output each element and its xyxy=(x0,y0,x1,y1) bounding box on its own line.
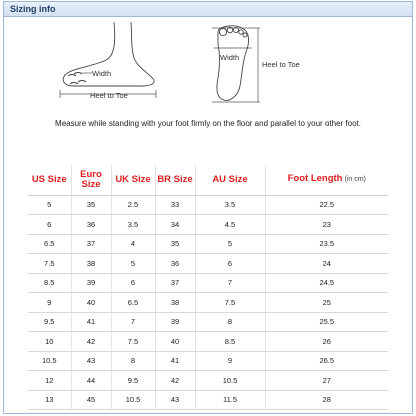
cell-euro-size: 38 xyxy=(71,254,111,274)
cell-us-size: 7.5 xyxy=(28,254,71,274)
cell-br-size: 33 xyxy=(155,195,195,215)
cell-foot-length: 26 xyxy=(265,332,388,352)
cell-euro-size: 39 xyxy=(71,273,111,293)
table-row xyxy=(28,195,388,215)
cell-euro-size: 42 xyxy=(71,332,111,352)
cell-foot-length: 24 xyxy=(265,254,388,274)
table-row xyxy=(28,254,388,274)
cell-br-size: 38 xyxy=(155,293,195,313)
cell-au-size: 7.5 xyxy=(195,293,265,313)
header-uk-size: UK Size xyxy=(111,165,155,195)
cell-uk-size: 6.5 xyxy=(111,293,155,313)
cell-us-size: 6 xyxy=(28,215,71,235)
foot-illustration xyxy=(4,18,412,118)
cell-uk-size: 7 xyxy=(111,312,155,332)
cell-uk-size: 10.5 xyxy=(111,390,155,410)
cell-euro-size: 41 xyxy=(71,312,111,332)
cell-uk-size: 4 xyxy=(111,234,155,254)
cell-br-size: 39 xyxy=(155,312,195,332)
table-body xyxy=(28,195,388,410)
cell-foot-length: 22.5 xyxy=(265,195,388,215)
cell-foot-length: 23 xyxy=(265,215,388,235)
cell-foot-length: 24.5 xyxy=(265,273,388,293)
cell-uk-size: 3.5 xyxy=(111,215,155,235)
header-euro-size xyxy=(71,165,111,195)
cell-br-size: 41 xyxy=(155,351,195,371)
cell-au-size: 4.5 xyxy=(195,215,265,235)
cell-euro-size: 45 xyxy=(71,390,111,410)
header-foot-length-label: Foot Length xyxy=(287,173,343,185)
cell-euro-size: 43 xyxy=(71,351,111,371)
cell-foot-length: 28 xyxy=(265,390,388,410)
sole-foot-drawing xyxy=(214,26,252,100)
size-chart xyxy=(28,165,388,410)
size-table xyxy=(28,165,388,410)
cell-us-size: 8.5 xyxy=(28,273,71,293)
cell-us-size: 5 xyxy=(28,195,71,215)
cell-au-size: 3.5 xyxy=(195,195,265,215)
cell-us-size: 10.5 xyxy=(28,351,71,371)
cell-au-size: 11.5 xyxy=(195,390,265,410)
cell-uk-size: 7.5 xyxy=(111,332,155,352)
side-length-label: Heel to Toe xyxy=(90,91,128,100)
cell-br-size: 42 xyxy=(155,371,195,391)
cell-euro-size: 35 xyxy=(71,195,111,215)
cell-au-size: 10.5 xyxy=(195,371,265,391)
header-br-size: BR Size xyxy=(155,165,195,195)
cell-foot-length: 25 xyxy=(265,293,388,313)
table-row xyxy=(28,273,388,293)
cell-br-size: 34 xyxy=(155,215,195,235)
cell-au-size: 7 xyxy=(195,273,265,293)
cell-uk-size: 9.5 xyxy=(111,371,155,391)
side-width-label: Width xyxy=(92,69,112,78)
sole-length-label: Heel to Toe xyxy=(262,60,300,69)
cell-foot-length: 27 xyxy=(265,371,388,391)
cell-euro-size: 37 xyxy=(71,234,111,254)
cell-euro-size: 44 xyxy=(71,371,111,391)
cell-us-size: 6.5 xyxy=(28,234,71,254)
cell-us-size: 9 xyxy=(28,293,71,313)
cell-us-size: 9.5 xyxy=(28,312,71,332)
cell-foot-length: 23.5 xyxy=(265,234,388,254)
cell-uk-size: 6 xyxy=(111,273,155,293)
cell-br-size: 43 xyxy=(155,390,195,410)
cell-euro-size: 36 xyxy=(71,215,111,235)
cell-us-size: 10 xyxy=(28,332,71,352)
table-header-row xyxy=(28,165,388,195)
cell-au-size: 8 xyxy=(195,312,265,332)
header-au-size: AU Size xyxy=(195,165,265,195)
table-row xyxy=(28,371,388,391)
cell-us-size: 12 xyxy=(28,371,71,391)
header-us-size: US Size xyxy=(28,165,71,195)
cell-au-size: 5 xyxy=(195,234,265,254)
cell-au-size: 8.5 xyxy=(195,332,265,352)
cell-us-size: 13 xyxy=(28,390,71,410)
panel-title: Sizing info xyxy=(4,2,412,17)
header-euro-label: Euro Size xyxy=(80,168,102,190)
cell-uk-size: 2.5 xyxy=(111,195,155,215)
table-row xyxy=(28,215,388,235)
cell-br-size: 37 xyxy=(155,273,195,293)
table-row xyxy=(28,293,388,313)
cell-uk-size: 8 xyxy=(111,351,155,371)
cell-au-size: 9 xyxy=(195,351,265,371)
cell-br-size: 35 xyxy=(155,234,195,254)
header-foot-length-unit: (in cm) xyxy=(344,176,366,184)
sole-width-label: Width xyxy=(220,53,240,62)
cell-br-size: 40 xyxy=(155,332,195,352)
table-row xyxy=(28,332,388,352)
table-row xyxy=(28,312,388,332)
cell-uk-size: 5 xyxy=(111,254,155,274)
cell-au-size: 6 xyxy=(195,254,265,274)
measure-instruction: Measure while standing with your foot firmly on the floor and parallel to your other foot. xyxy=(55,119,361,128)
foot-measure-diagram xyxy=(4,18,412,128)
cell-euro-size: 40 xyxy=(71,293,111,313)
cell-br-size: 36 xyxy=(155,254,195,274)
table-row xyxy=(28,351,388,371)
table-row xyxy=(28,390,388,410)
cell-foot-length: 26.5 xyxy=(265,351,388,371)
header-foot-length xyxy=(265,165,388,195)
sizing-info-panel xyxy=(3,1,413,414)
cell-foot-length: 25.5 xyxy=(265,312,388,332)
table-row xyxy=(28,234,388,254)
